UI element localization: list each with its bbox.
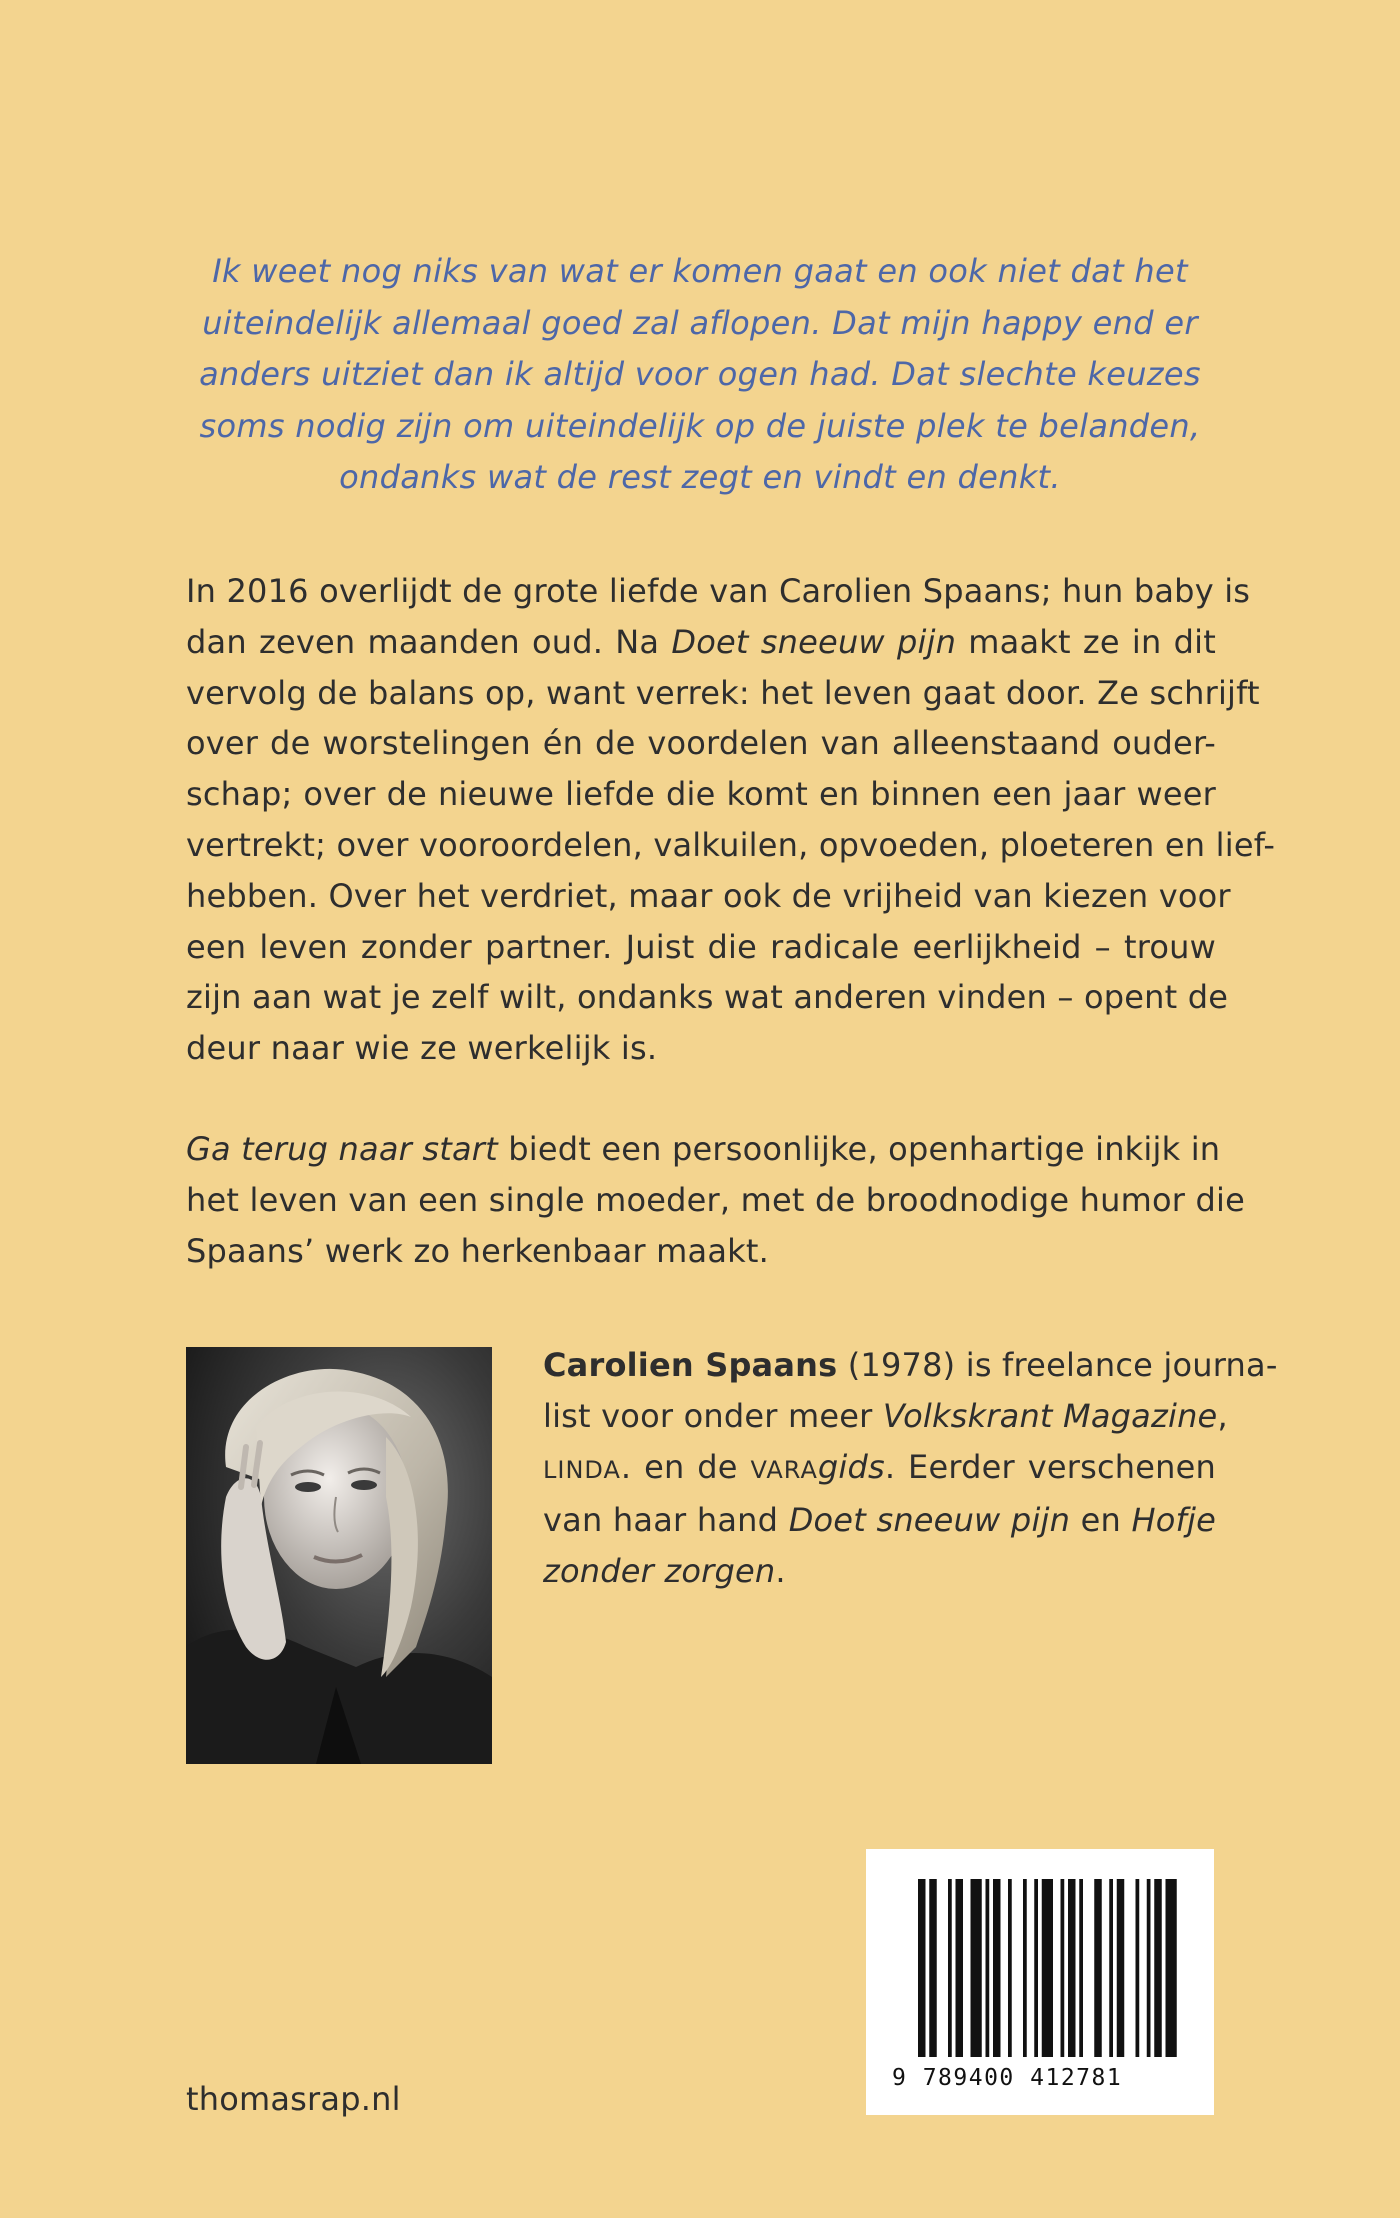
barcode-bar	[1094, 1879, 1102, 2057]
barcode-bar	[918, 1879, 926, 2057]
magazine-linda: LINDA	[543, 1455, 621, 1484]
bio-line: van haar hand Doet sneeuw pijn en Hofje	[543, 1501, 1216, 1540]
book-title-doet-sneeuw-pijn: Doet sneeuw pijn	[788, 1501, 1071, 1540]
bio-line: Carolien Spaans (1978) is freelance journa-	[543, 1346, 1278, 1384]
quote-line: soms nodig zijn om uiteindelijk op de juiste plek te belanden,	[199, 406, 1201, 445]
blurb-line: schap; over de nieuwe liefde die komt en binnen een jaar weer	[186, 775, 1216, 814]
isbn-barcode	[866, 1849, 1214, 2115]
blurb-line: Spaans’ werk zo herkenbaar maakt.	[186, 1231, 769, 1270]
quote-line: anders uitziet dan ik altijd voor ogen had. Dat slechte keuzes	[199, 355, 1201, 393]
author-photo	[186, 1347, 492, 1764]
quote-line: ondanks wat de rest zegt en vindt en denkt.	[339, 458, 1061, 496]
blurb-paragraph-2	[186, 1124, 1245, 1276]
blurb-line: In 2016 overlijdt de grote liefde van Carolien Spaans; hun baby is	[186, 572, 1251, 610]
barcode-bar	[956, 1879, 964, 2057]
barcode-digits: 9 789400 412781	[892, 2065, 1123, 2091]
barcode-bar	[1166, 1879, 1177, 2057]
blurb-line: zijn aan wat je zelf wilt, ondanks wat anderen vinden – opent de	[186, 978, 1229, 1017]
blurb-line: het leven van een single moeder, met de broodnodige humor die	[186, 1180, 1245, 1219]
publisher-website: thomasrap.nl	[186, 2080, 401, 2118]
barcode-bar	[993, 1879, 1001, 2057]
blurb-line: Ga terug naar start biedt een persoonlijke, openhartige inkijk in	[186, 1130, 1221, 1168]
blurb-paragraph-1	[186, 566, 1276, 1074]
author-name: Carolien Spaans	[543, 1346, 838, 1384]
barcode-bar	[1023, 1879, 1027, 2057]
barcode-bar	[1034, 1879, 1038, 2057]
barcode-bar	[1079, 1879, 1083, 2057]
book-title-hofje: Hofje	[1131, 1501, 1216, 1540]
barcode-bar	[1042, 1879, 1053, 2057]
barcode-bar	[1136, 1879, 1140, 2057]
book-title-doet-sneeuw-pijn: Doet sneeuw pijn	[671, 622, 957, 661]
blurb-line: dan zeven maanden oud. Na Doet sneeuw pijn maakt ze in dit	[186, 622, 1217, 661]
barcode-bar	[1008, 1879, 1012, 2057]
barcode-bar	[1109, 1879, 1113, 2057]
book-title-ga-terug-naar-start: Ga terug naar start	[186, 1130, 498, 1168]
barcode-bar	[1068, 1879, 1076, 2057]
bio-line: list voor onder meer Volkskrant Magazine,	[543, 1396, 1228, 1435]
blurb-line: over de worstelingen én de voordelen van alleenstaand ouder-	[186, 724, 1216, 763]
barcode-bar	[929, 1879, 937, 2057]
barcode-bar	[1147, 1879, 1151, 2057]
blurb-line: een leven zonder partner. Juist die radicale eerlijkheid – trouw	[186, 927, 1216, 966]
blurb-line: hebben. Over het verdriet, maar ook de vrijheid van kiezen voor	[186, 876, 1231, 915]
barcode-bar	[986, 1879, 990, 2057]
blurb-line: vervolg de balans op, want verrek: het leven gaat door. Ze schrijft	[186, 673, 1260, 712]
book-title-zonder-zorgen: zonder zorgen	[543, 1552, 776, 1591]
cover-quote	[130, 246, 1270, 504]
barcode-bar	[971, 1879, 982, 2057]
quote-line: uiteindelijk allemaal goed zal aflopen. Dat mijn happy end er	[202, 303, 1198, 342]
author-bio	[543, 1340, 1278, 1597]
barcode-bar	[948, 1879, 952, 2057]
magazine-volkskrant: Volkskrant Magazine	[882, 1396, 1218, 1435]
barcode-bar	[1061, 1879, 1065, 2057]
barcode-bar	[1117, 1879, 1125, 2057]
magazine-vara: VARA	[750, 1455, 818, 1484]
bio-line: LINDA. en de VARAgids. Eerder verschenen	[543, 1447, 1216, 1486]
blurb-line: deur naar wie ze werkelijk is.	[186, 1029, 658, 1068]
blurb-line: vertrekt; over vooroordelen, valkuilen, opvoeden, ploeteren en lief-	[186, 825, 1276, 864]
quote-line: Ik weet nog niks van wat er komen gaat en ook niet dat het	[212, 252, 1188, 290]
bio-line: zonder zorgen.	[543, 1552, 786, 1591]
barcode-bar	[1154, 1879, 1162, 2057]
